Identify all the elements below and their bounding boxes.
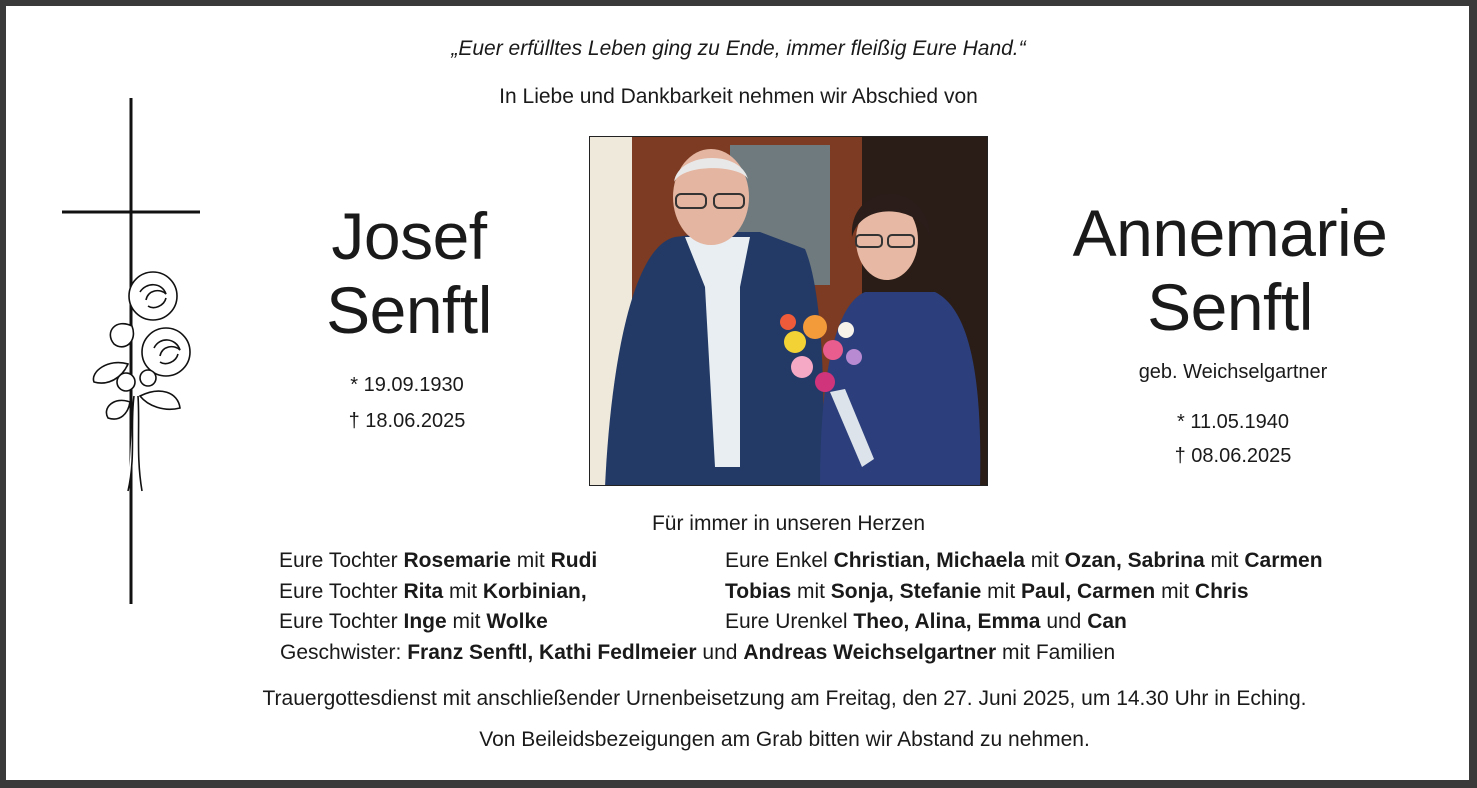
- name-text: Korbinian,: [482, 580, 587, 603]
- annemarie-first-name: Annemarie: [1072, 196, 1388, 270]
- siblings-row: [280, 641, 1115, 665]
- name-text: Franz Senftl, Kathi Fedlmeier: [407, 641, 697, 664]
- josef-last-name: Senftl: [326, 273, 492, 347]
- relation-text: und: [696, 641, 744, 664]
- couple-photo-illustration: [590, 137, 988, 486]
- name-text: Paul, Carmen: [1021, 580, 1156, 603]
- condolence-note: Von Beileidsbezeigungen am Grab bitten wir Abstand zu nehmen.: [479, 728, 1090, 751]
- relation-text: Geschwister:: [280, 641, 408, 664]
- funeral-service-info: Trauergottesdienst mit anschließender Urnenbeisetzung am Freitag, den 27. Juni 2025, um 14.30 Uhr in Eching.: [262, 687, 1307, 710]
- name-text: Tobias: [725, 580, 792, 603]
- josef-name-block: [259, 199, 559, 347]
- name-text: Christian, Michaela: [833, 549, 1025, 572]
- relation-text: mit: [443, 580, 483, 603]
- family-right-row-1: [725, 549, 1323, 573]
- intro-line: In Liebe und Dankbarkeit nehmen wir Abschied von: [499, 85, 978, 108]
- name-text: Inge: [403, 610, 447, 633]
- name-text: Ozan, Sabrina: [1064, 549, 1205, 572]
- name-text: Sonja, Stefanie: [830, 580, 982, 603]
- family-left-row-3: [279, 610, 548, 634]
- family-left-row-2: [279, 580, 587, 604]
- name-text: Chris: [1194, 580, 1249, 603]
- forever-in-hearts-line: Für immer in unseren Herzen: [651, 512, 926, 535]
- family-right-row-3: [725, 610, 1127, 634]
- relation-text: Eure Tochter: [279, 580, 404, 603]
- relation-text: mit Familien: [996, 641, 1116, 664]
- josef-birth-date: * 19.09.1930: [350, 374, 464, 396]
- family-left-row-1: [279, 549, 597, 573]
- annemarie-name-block: [1030, 196, 1430, 344]
- relation-text: mit: [791, 580, 831, 603]
- name-text: Andreas Weichselgartner: [743, 641, 997, 664]
- relation-text: mit: [1204, 549, 1245, 572]
- name-text: Wolke: [486, 610, 548, 633]
- name-text: Rudi: [550, 549, 598, 572]
- family-right-row-2: [725, 580, 1249, 604]
- memorial-quote: „Euer erfülltes Leben ging zu Ende, immer fleißig Eure Hand.“: [451, 37, 1026, 60]
- name-text: Rita: [403, 580, 444, 603]
- annemarie-last-name: Senftl: [1147, 270, 1313, 344]
- relation-text: Eure Enkel: [725, 549, 834, 572]
- relation-text: mit: [981, 580, 1022, 603]
- relation-text: Eure Urenkel: [725, 610, 854, 633]
- relation-text: und: [1040, 610, 1088, 633]
- relation-text: mit: [1024, 549, 1065, 572]
- josef-first-name: Josef: [331, 199, 487, 273]
- name-text: Rosemarie: [403, 549, 511, 572]
- relation-text: Eure Tochter: [279, 549, 404, 572]
- annemarie-maiden-name: geb. Weichselgartner: [1138, 361, 1328, 383]
- relation-text: Eure Tochter: [279, 610, 404, 633]
- annemarie-death-date: † 08.06.2025: [1174, 445, 1292, 467]
- name-text: Can: [1087, 610, 1127, 633]
- relation-text: mit: [1155, 580, 1195, 603]
- annemarie-birth-date: * 11.05.1940: [1177, 411, 1289, 433]
- name-text: Carmen: [1244, 549, 1323, 572]
- name-text: Theo, Alina, Emma: [853, 610, 1041, 633]
- relation-text: mit: [446, 610, 487, 633]
- josef-death-date: † 18.06.2025: [348, 410, 466, 432]
- couple-photo: [589, 136, 988, 486]
- relation-text: mit: [510, 549, 551, 572]
